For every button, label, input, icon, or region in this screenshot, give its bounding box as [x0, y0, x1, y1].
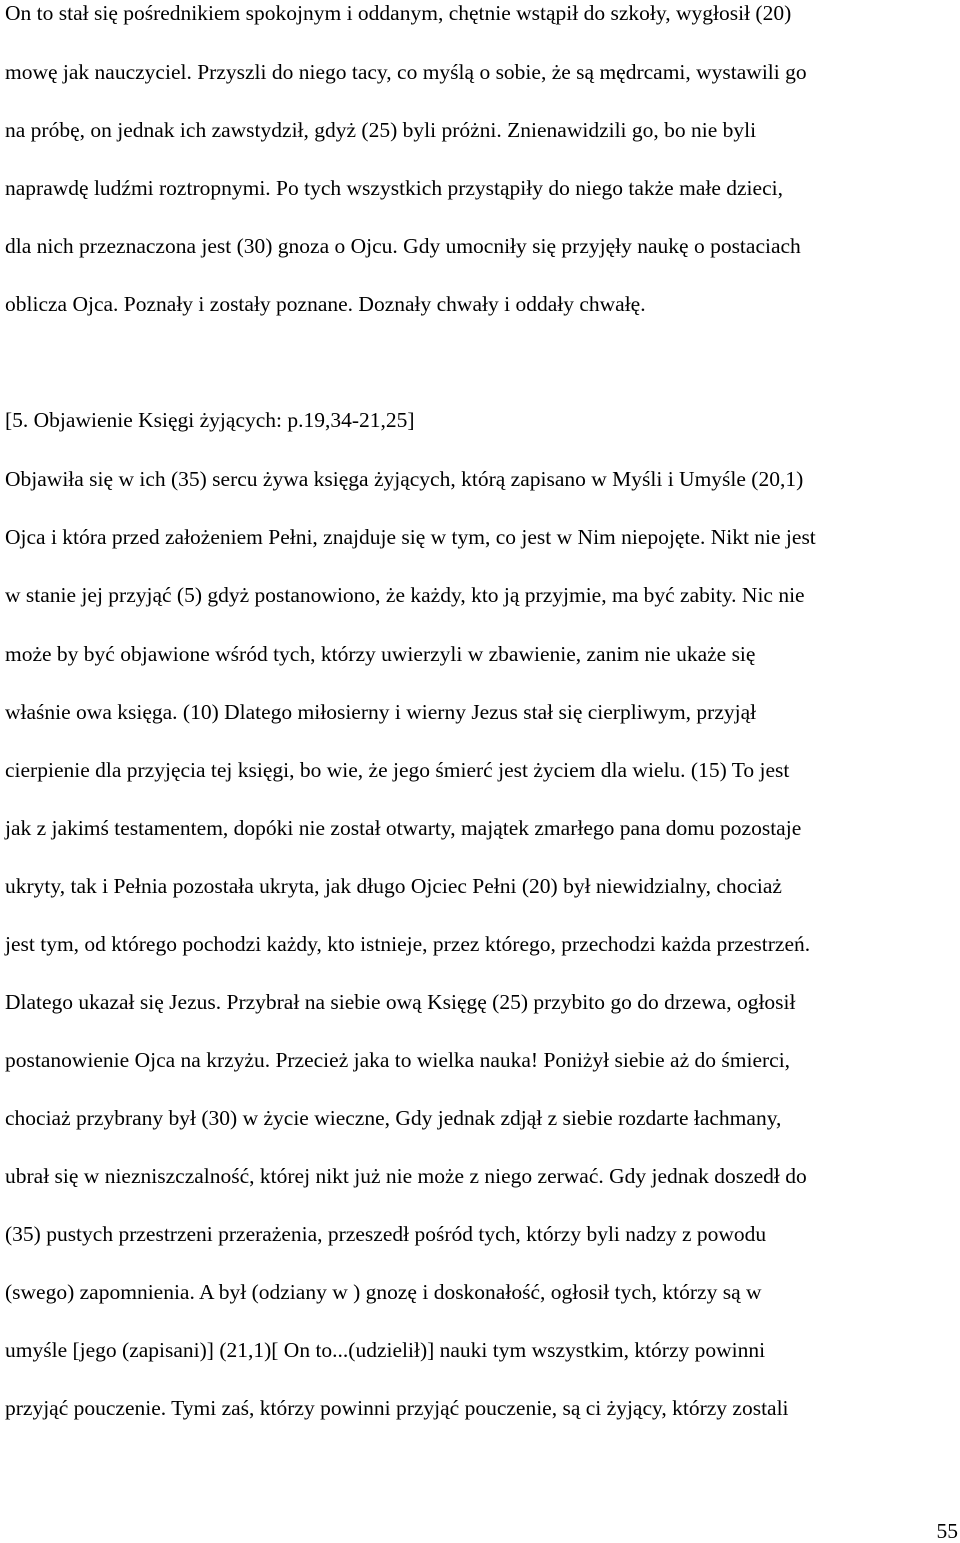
text-line: (35) pustych przestrzeni przerażenia, przeszedł pośród tych, którzy byli nadzy z powodu [5, 1222, 767, 1246]
text-line: umyśle [jego (zapisani)] (21,1)[ On to...(udzielił)] nauki tym wszystkim, którzy powinni [5, 1338, 766, 1362]
text-line: właśnie owa księga. (10) Dlatego miłosierny i wierny Jezus stał się cierpliwym, przyjął [5, 700, 757, 724]
text-line: Dlatego ukazał się Jezus. Przybrał na siebie ową Księgę (25) przybito go do drzewa, ogłosił [5, 990, 796, 1014]
text-line: chociaż przybrany był (30) w życie wieczne, Gdy jednak zdjął z siebie rozdarte łachmany, [5, 1106, 782, 1130]
page-number: 55 [936, 1519, 958, 1543]
text-line: On to stał się pośrednikiem spokojnym i oddanym, chętnie wstąpił do szkoły, wygłosił (20) [5, 1, 792, 25]
text-line: na próbę, on jednak ich zawstydził, gdyż (25) byli próżni. Znienawidzili go, bo nie byli [5, 118, 757, 142]
text-line: oblicza Ojca. Poznały i zostały poznane. Doznały chwały i oddały chwałę. [5, 292, 646, 316]
text-line: jest tym, od którego pochodzi każdy, kto istnieje, przez którego, przechodzi każda przestrzeń. [5, 932, 811, 956]
text-line: przyjąć pouczenie. Tymi zaś, którzy powinni przyjąć pouczenie, są ci żyjący, którzy zostali [5, 1396, 789, 1420]
text-line: w stanie jej przyjąć (5) gdyż postanowiono, że każdy, kto ją przyjmie, ma być zabity. Nic nie [5, 583, 805, 607]
text-line: cierpienie dla przyjęcia tej księgi, bo wie, że jego śmierć jest życiem dla wielu. (15) To jest [5, 758, 790, 782]
text-line: mowę jak nauczyciel. Przyszli do niego tacy, co myślą o sobie, że są mędrcami, wystawili go [5, 60, 807, 84]
text-line: (swego) zapomnienia. A był (odziany w ) gnozę i doskonałość, ogłosił tych, którzy są w [5, 1280, 762, 1304]
text-line: Ojca i która przed założeniem Pełni, znajduje się w tym, co jest w Nim niepojęte. Nikt nie jest [5, 525, 816, 549]
text-line: dla nich przeznaczona jest (30) gnoza o Ojcu. Gdy umocniły się przyjęły naukę o postaciach [5, 234, 801, 258]
text-line: ubrał się w niezniszczalność, której nikt już nie może z niego zerwać. Gdy jednak doszedł do [5, 1164, 807, 1188]
text-line: postanowienie Ojca na krzyżu. Przecież jaka to wielka nauka! Poniżył siebie aż do śmierci, [5, 1048, 791, 1072]
text-line: jak z jakimś testamentem, dopóki nie został otwarty, majątek zmarłego pana domu pozostaje [5, 816, 802, 840]
text-line: Objawiła się w ich (35) sercu żywa księga żyjących, którą zapisano w Myśli i Umyśle (20,1) [5, 467, 804, 491]
text-line: ukryty, tak i Pełnia pozostała ukryta, jak długo Ojciec Pełni (20) był niewidzialny, chociaż [5, 874, 782, 898]
section-heading: [5. Objawienie Księgi żyjących: p.19,34-21,25] [5, 408, 415, 432]
text-line: naprawdę ludźmi roztropnymi. Po tych wszystkich przystąpiły do niego także małe dzieci, [5, 176, 783, 200]
text-line: może by być objawione wśród tych, którzy uwierzyli w zbawienie, zanim nie ukaże się [5, 642, 756, 666]
